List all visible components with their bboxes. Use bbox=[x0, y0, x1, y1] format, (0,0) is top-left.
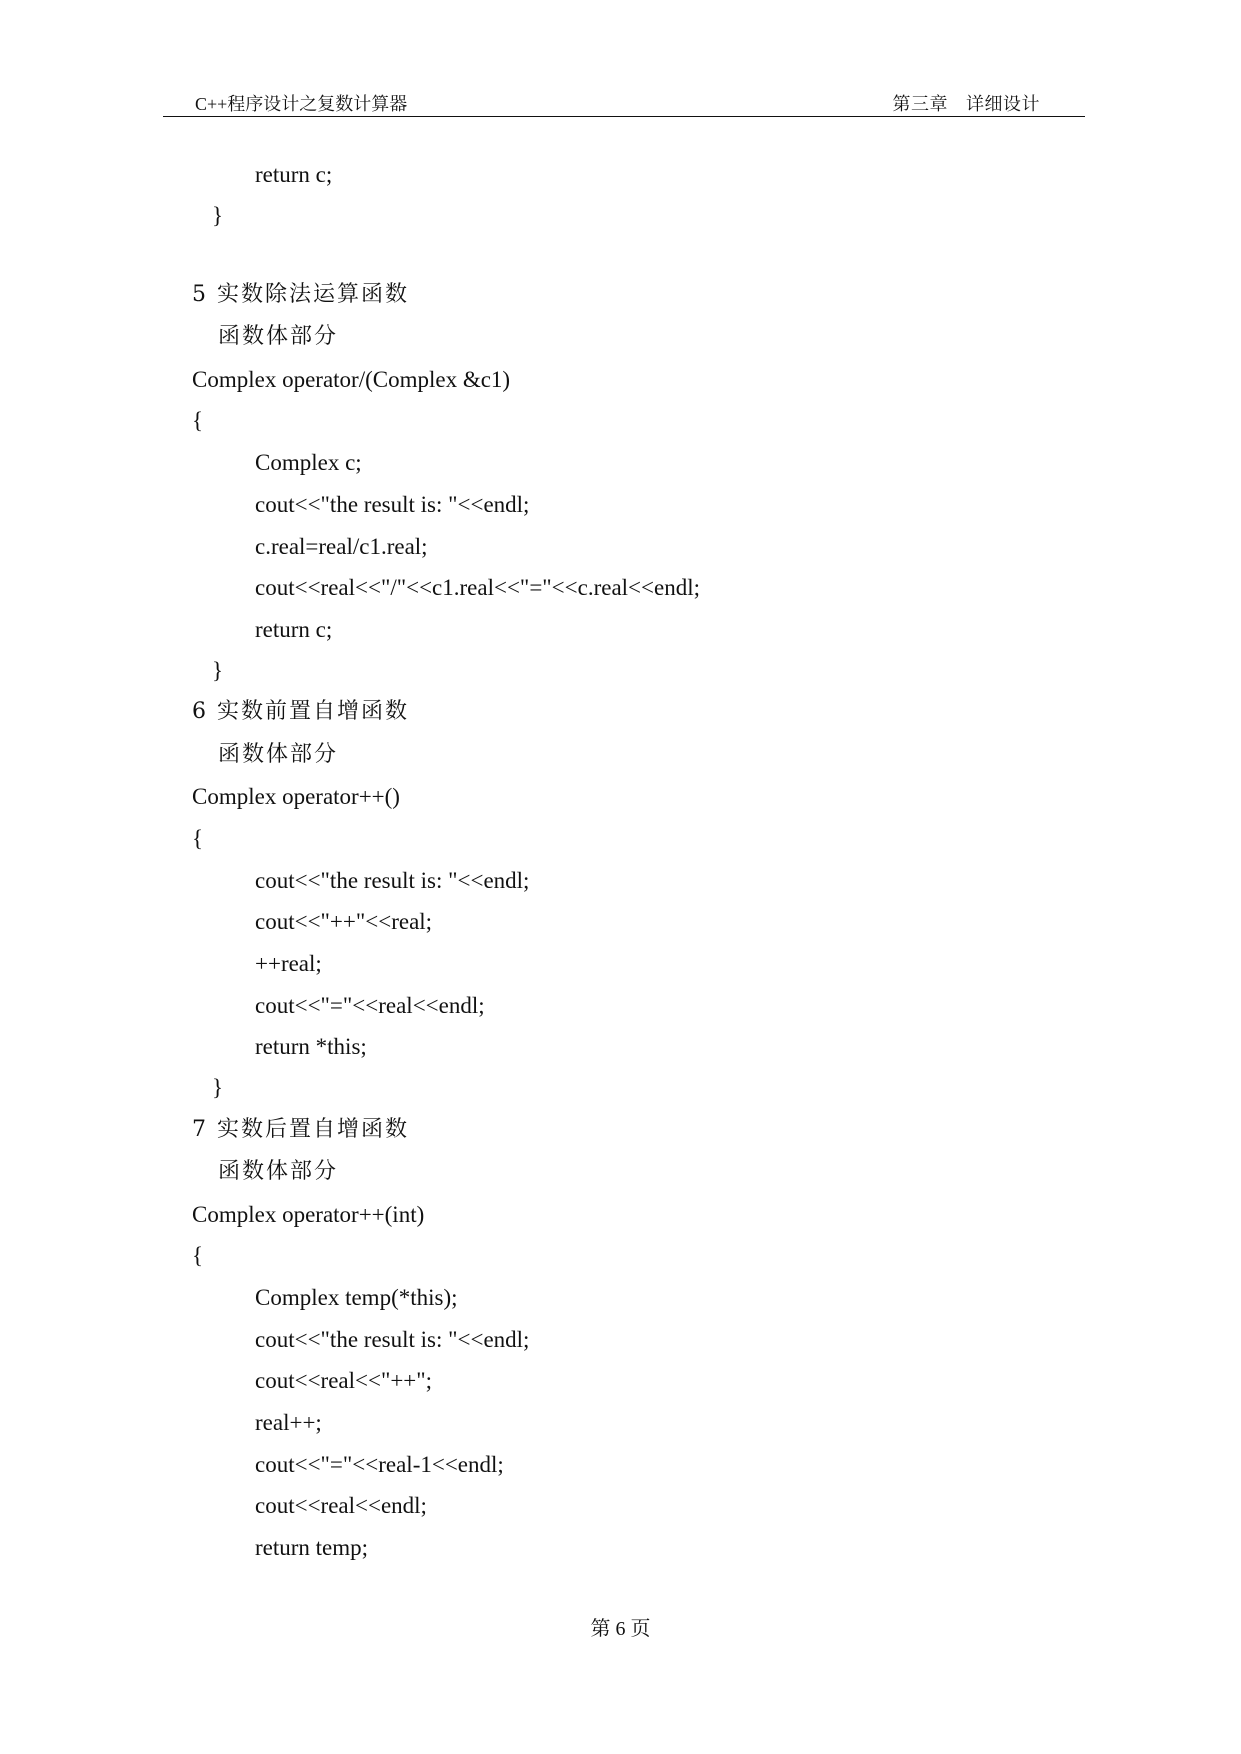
code-line: return c; bbox=[255, 162, 333, 187]
code-line: } bbox=[212, 1075, 224, 1100]
code-line: ++real; bbox=[255, 951, 322, 976]
code-line: Complex c; bbox=[255, 450, 362, 475]
code-line: cout<<"the result is: "<<endl; bbox=[255, 1327, 530, 1352]
code-line: cout<<"the result is: "<<endl; bbox=[255, 492, 530, 517]
code-line: { bbox=[192, 826, 204, 851]
section-heading: 7 实数后置自增函数 bbox=[192, 1117, 409, 1142]
header-section: 详细设计 bbox=[966, 94, 1040, 114]
code-line: Complex operator++(int) bbox=[192, 1202, 425, 1227]
section-heading: 6 实数前置自增函数 bbox=[192, 699, 409, 724]
header-chapter-info bbox=[893, 90, 1041, 116]
code-line: cout<<real<<"/"<<c1.real<<"="<<c.real<<endl; bbox=[255, 575, 700, 600]
code-line: { bbox=[192, 1243, 204, 1268]
code-line: } bbox=[212, 658, 224, 683]
page-number: 第 6 页 bbox=[590, 1618, 651, 1640]
code-line: real++; bbox=[255, 1410, 322, 1435]
subheading: 函数体部分 bbox=[218, 1159, 339, 1184]
header-chapter: 第三章 bbox=[892, 94, 948, 114]
subheading: 函数体部分 bbox=[218, 742, 339, 767]
code-line: cout<<real<<endl; bbox=[255, 1493, 427, 1518]
code-line: Complex operator/(Complex &c1) bbox=[192, 367, 511, 392]
code-line: c.real=real/c1.real; bbox=[255, 534, 428, 559]
code-line: return *this; bbox=[255, 1034, 367, 1059]
page-header bbox=[163, 86, 1085, 117]
code-line: return temp; bbox=[255, 1535, 369, 1560]
code-line: Complex operator++() bbox=[192, 784, 400, 809]
code-line: cout<<"the result is: "<<endl; bbox=[255, 868, 530, 893]
subheading: 函数体部分 bbox=[218, 324, 339, 349]
code-line: cout<<real<<"++"; bbox=[255, 1368, 433, 1393]
code-line: } bbox=[212, 203, 224, 228]
code-line: Complex temp(*this); bbox=[255, 1285, 458, 1310]
code-line: cout<<"="<<real<<endl; bbox=[255, 993, 485, 1018]
header-document-title: C++程序设计之复数计算器 bbox=[195, 94, 408, 114]
code-line: cout<<"++"<<real; bbox=[255, 909, 433, 934]
code-line: cout<<"="<<real-1<<endl; bbox=[255, 1452, 504, 1477]
code-line: { bbox=[192, 408, 204, 433]
code-line: return c; bbox=[255, 617, 333, 642]
section-heading: 5 实数除法运算函数 bbox=[192, 282, 409, 307]
